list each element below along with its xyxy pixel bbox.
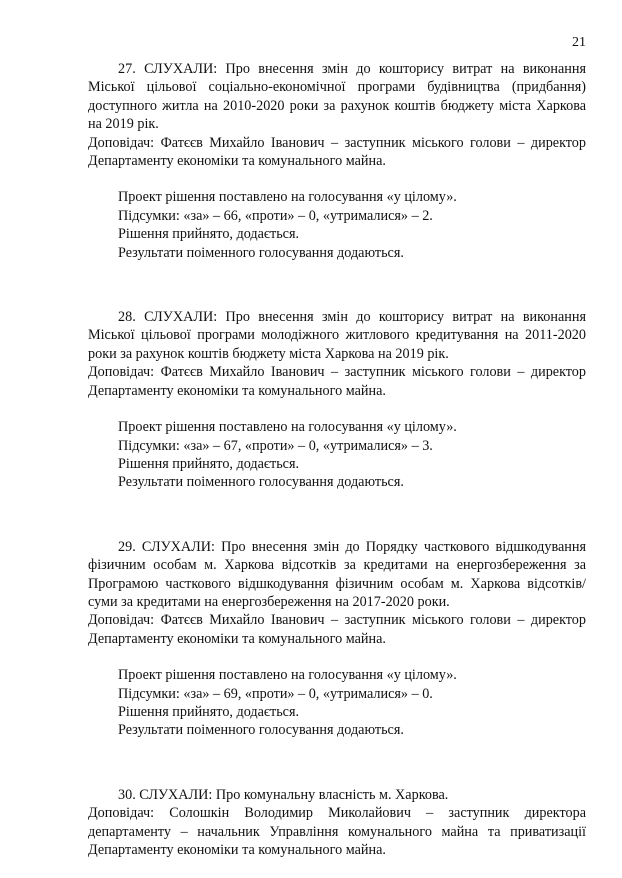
decision-block [88,188,586,262]
heard-text: 30. СЛУХАЛИ: Про комунальну власність м. Харкова. [118,786,449,803]
roll-call-note: Результати поіменного голосування додаються. [118,244,404,261]
heard-text: 28. СЛУХАЛИ: Про внесення змін до кошторису витрат на виконання Міської цільової програми молодіжного житлового кредитування на 2011-2020 роки за рахунок коштів бюджету міста Харкова на 2019 рік. [88,309,586,362]
heard-text: 29. СЛУХАЛИ: Про внесення змін до Порядку часткового відшкодування фізичним особам м. Харкова відсотків за кредитами на енергозбереження за Програмою часткового відшкодування фізичним особам м. Харкова відсотків/суми за кредитами на енергозбереження на 2017-2020 роки. [88,538,586,610]
reporter-text: Доповідач: Фатєєв Михайло Іванович – заступник міського голови – директор Департаменту економіки та комунального майна. [88,134,586,170]
decision-adopted: Рішення прийнято, додається. [118,455,300,472]
roll-call-note: Результати поіменного голосування додаються. [118,474,404,491]
vote-results: Підсумки: «за» – 67, «проти» – 0, «утрималися» – 3. [118,437,433,454]
agenda-item-29 [88,538,586,740]
decision-adopted: Рішення прийнято, додається. [118,703,300,720]
agenda-item-28 [88,308,586,492]
vote-proposal: Проект рішення поставлено на голосування «у цілому». [118,667,457,684]
agenda-item-27 [88,60,586,262]
reporter-text: Доповідач: Фатєєв Михайло Іванович – заступник міського голови – директор Департаменту економіки та комунального майна. [88,364,586,399]
decision-adopted: Рішення прийнято, додається. [118,226,300,243]
vote-results: Підсумки: «за» – 69, «проти» – 0, «утрималися» – 0. [118,685,433,702]
vote-proposal: Проект рішення поставлено на голосування «у цілому». [118,189,457,206]
reporter-text: Доповідач: Фатєєв Михайло Іванович – заступник міського голови – директор Департаменту економіки та комунального майна. [88,612,586,647]
page-number: 21 [572,35,586,50]
decision-block [88,666,586,740]
roll-call-note: Результати поіменного голосування додаються. [118,722,404,739]
agenda-item-30 [88,786,586,860]
vote-proposal: Проект рішення поставлено на голосування «у цілому». [118,419,457,436]
document-body [88,60,586,859]
decision-block [88,418,586,492]
reporter-text: Доповідач: Солошкін Володимир Миколайович – заступник директора департаменту – начальник Управління комунального майна та приватизації Департаменту економіки та комунального майна. [88,805,586,858]
heard-text: 27. СЛУХАЛИ: Про внесення змін до кошторису витрат на виконання Міської цільової соціально-економічної програми будівництва (придбання) доступного житла на 2010-2020 роки за рахунок коштів бюджету міста Харкова на 2019 рік. [88,61,586,133]
vote-results: Підсумки: «за» – 66, «проти» – 0, «утрималися» – 2. [118,207,433,224]
